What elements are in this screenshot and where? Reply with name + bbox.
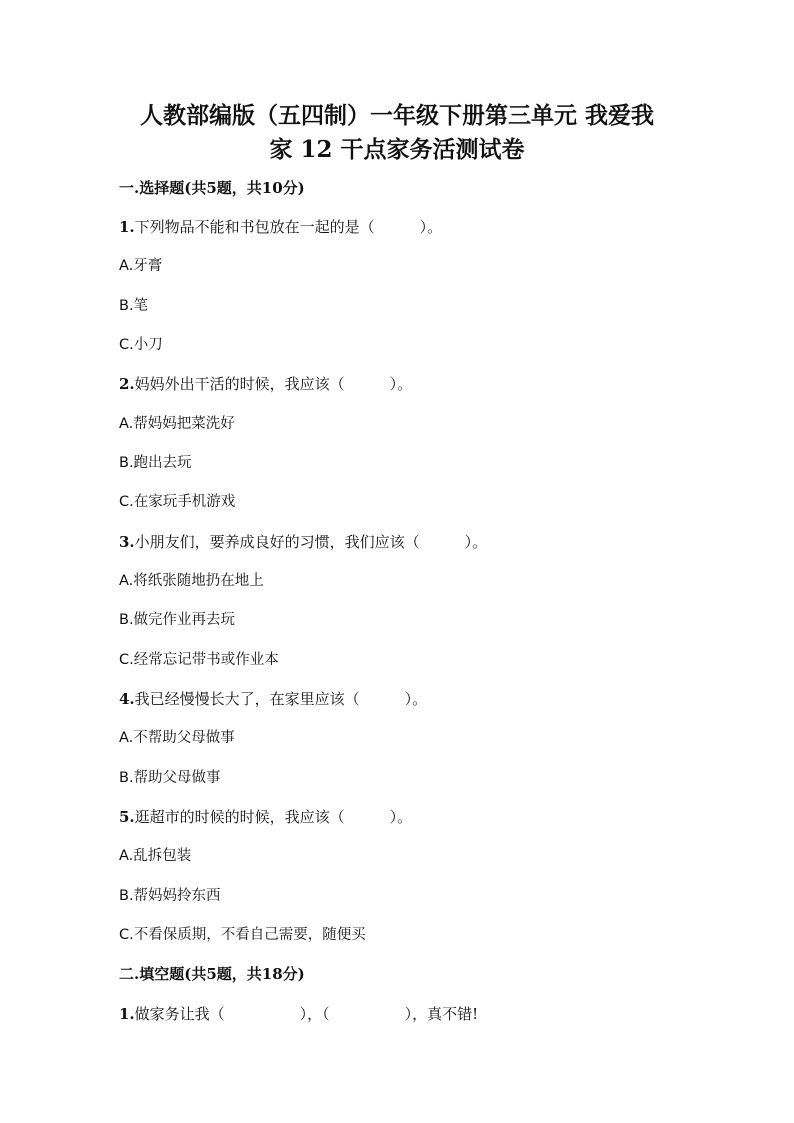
answer-option: A.将纸张随地扔在地上 <box>119 573 264 589</box>
answer-option: A.帮妈妈把菜洗好 <box>119 416 235 432</box>
question-text: 妈妈外出干活的时候，我应该（ ）。 <box>134 375 413 393</box>
answer-option: A.乱拆包装 <box>119 848 192 864</box>
question-number: 4. <box>119 690 135 708</box>
question-number: 2. <box>119 375 135 393</box>
answer-option: C.小刀 <box>119 337 163 353</box>
question-number: 1. <box>119 1005 135 1023</box>
question-number: 5. <box>119 808 135 826</box>
answer-option: B.笔 <box>119 298 149 314</box>
question-item <box>119 1004 478 1024</box>
answer-option: A.牙膏 <box>119 258 163 274</box>
answer-option: B.做完作业再去玩 <box>119 612 236 628</box>
answer-option: B.帮助父母做事 <box>119 770 221 786</box>
answer-option: C.经常忘记带书或作业本 <box>119 652 279 668</box>
question-text: 小朋友们，要养成良好的习惯，我们应该（ ）。 <box>134 533 488 551</box>
answer-option: C.不看保质期，不看自己需要，随便买 <box>119 927 366 943</box>
answer-option: C.在家玩手机游戏 <box>119 494 236 510</box>
question-text: 我已经慢慢长大了，在家里应该（ ）。 <box>134 690 428 708</box>
question-item <box>119 532 487 552</box>
section-heading-fill-blank: 二.填空题(共5题，共18分) <box>119 965 305 983</box>
question-text: 逛超市的时候的时候，我应该（ ）。 <box>134 808 413 826</box>
question-item <box>119 807 412 827</box>
answer-option: A.不帮助父母做事 <box>119 730 235 746</box>
question-text: 下列物品不能和书包放在一起的是（ ）。 <box>134 218 443 236</box>
question-item <box>119 689 427 709</box>
section-heading-choice: 一.选择题(共5题，共10分) <box>119 179 305 197</box>
exam-title-line-1: 人教部编版（五四制）一年级下册第三单元 我爱我 <box>139 102 654 129</box>
question-number: 1. <box>119 218 135 236</box>
answer-option: B.跑出去玩 <box>119 455 192 471</box>
answer-option: B.帮妈妈拎东西 <box>119 888 221 904</box>
exam-title-line-2: 家 12 干点家务活测试卷 <box>269 136 525 163</box>
question-number: 3. <box>119 533 135 551</box>
question-item <box>119 374 412 394</box>
question-item <box>119 217 442 237</box>
question-text: 做家务让我（ ），（ ），真不错! <box>134 1005 479 1023</box>
